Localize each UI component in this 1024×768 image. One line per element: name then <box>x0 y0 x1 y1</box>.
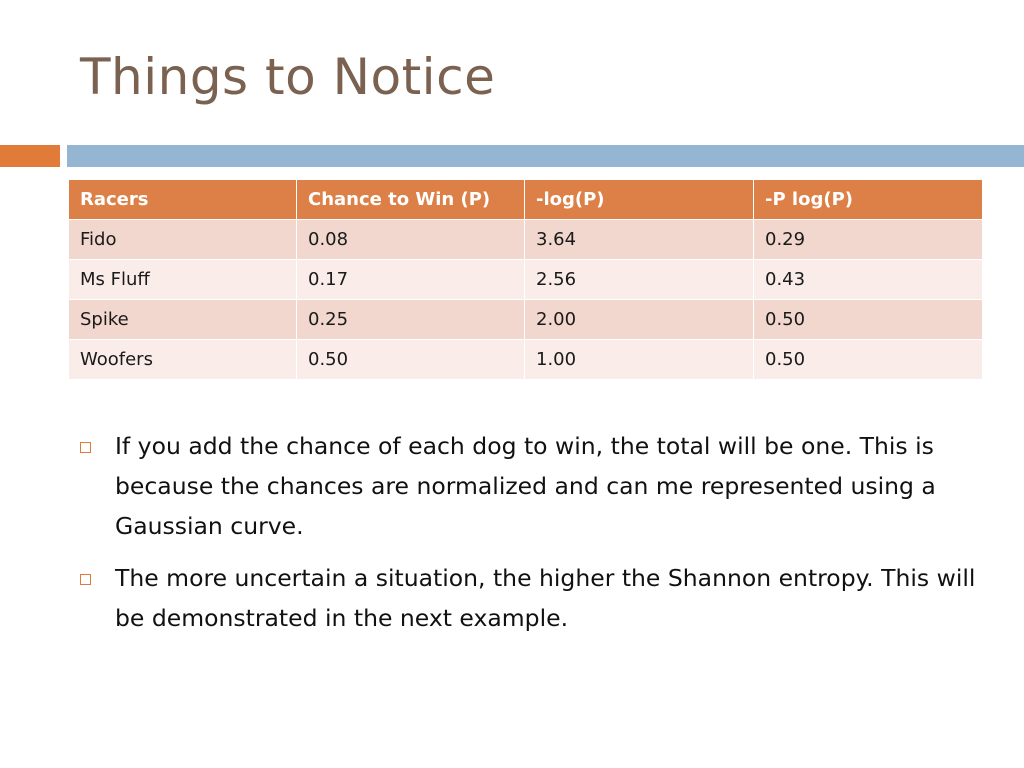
cell-entropy-term: 0.50 <box>754 300 983 340</box>
cell-racer: Woofers <box>69 340 297 380</box>
cell-racer: Ms Fluff <box>69 260 297 300</box>
square-bullet-icon <box>80 442 91 453</box>
accent-bar-orange <box>0 145 60 167</box>
column-header-racers: Racers <box>69 180 297 220</box>
cell-chance: 0.17 <box>297 260 525 300</box>
table-row <box>69 300 983 340</box>
slide-title: Things to Notice <box>80 48 496 106</box>
bullet-list <box>80 426 985 650</box>
cell-racer: Fido <box>69 220 297 260</box>
accent-bar-blue <box>67 145 1024 167</box>
square-bullet-icon <box>80 574 91 585</box>
cell-entropy-term: 0.29 <box>754 220 983 260</box>
cell-neg-log: 2.00 <box>525 300 754 340</box>
cell-entropy-term: 0.43 <box>754 260 983 300</box>
bullet-text: If you add the chance of each dog to win, the total will be one. This is because the chances are normalized and can me represented using a Gaussian curve. <box>115 432 936 540</box>
bullet-text: The more uncertain a situation, the higher the Shannon entropy. This will be demonstrated in the next example. <box>115 564 976 632</box>
cell-racer: Spike <box>69 300 297 340</box>
cell-chance: 0.08 <box>297 220 525 260</box>
cell-neg-log: 2.56 <box>525 260 754 300</box>
cell-chance: 0.50 <box>297 340 525 380</box>
column-header-neg-log: -log(P) <box>525 180 754 220</box>
column-header-entropy-term: -P log(P) <box>754 180 983 220</box>
bullet-item <box>80 558 985 638</box>
table-row <box>69 340 983 380</box>
cell-entropy-term: 0.50 <box>754 340 983 380</box>
table-header-row <box>69 180 983 220</box>
bullet-item <box>80 426 985 546</box>
column-header-chance: Chance to Win (P) <box>297 180 525 220</box>
cell-neg-log: 3.64 <box>525 220 754 260</box>
cell-chance: 0.25 <box>297 300 525 340</box>
table-row <box>69 220 983 260</box>
racers-table <box>68 179 983 380</box>
table-row <box>69 260 983 300</box>
cell-neg-log: 1.00 <box>525 340 754 380</box>
